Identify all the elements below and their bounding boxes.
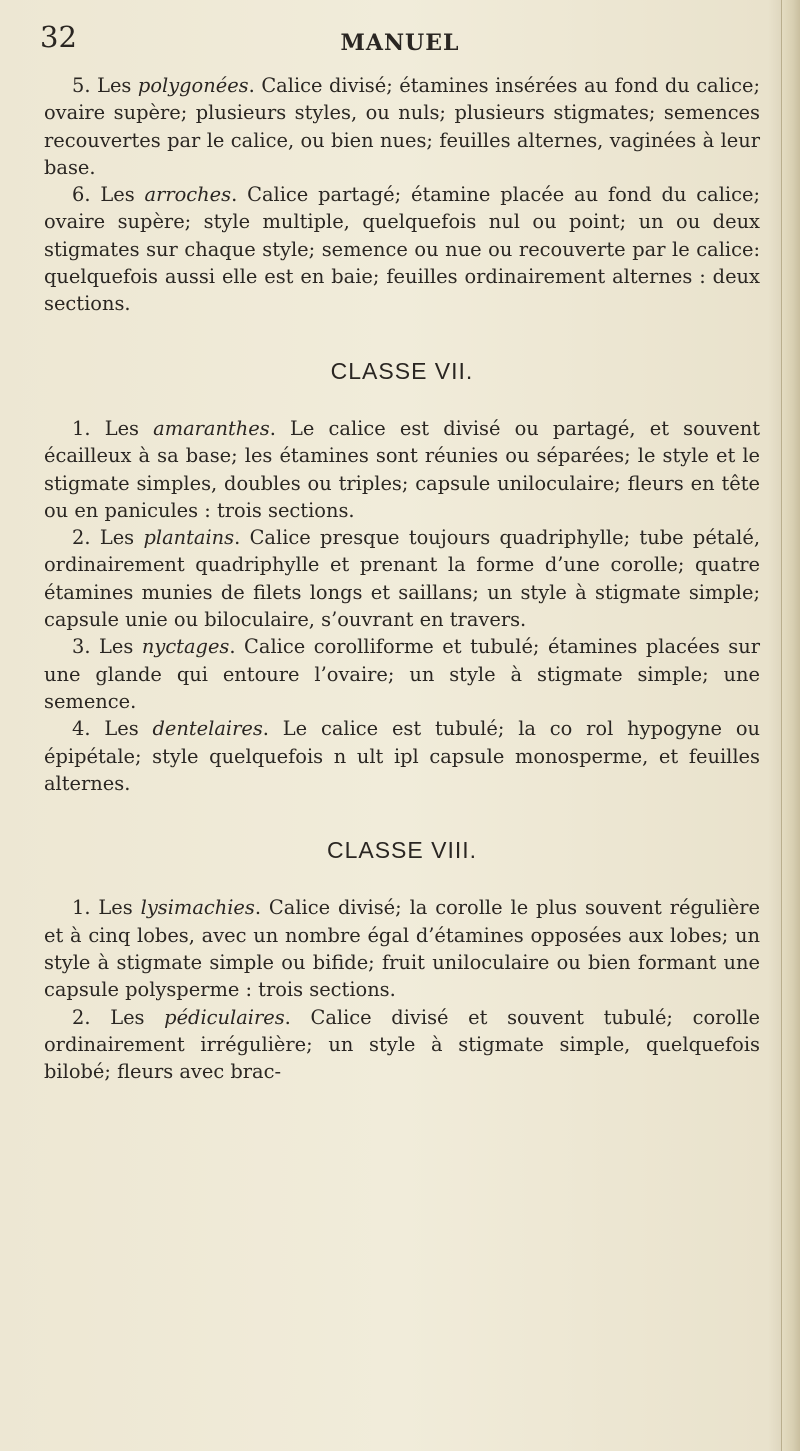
entry-nyctages — [44, 633, 760, 715]
family-name: amaranthes — [153, 416, 270, 440]
page-edge — [781, 0, 800, 1451]
entry-arroches — [44, 181, 760, 317]
entry-text: . Le calice est tubulé; la co rol hypogyne ou épipétale; style quelquefois n ult ipl capsule monosperme, et feuilles alternes. — [44, 717, 760, 795]
entry-prefix: Les — [99, 526, 144, 550]
entry-text: . Calice divisé; la corolle le plus souvent régulière et à cinq lobes, avec un nombre égal d’étamines opposées aux lobes; un style à stigmate simple ou bifide; fruit uniloculaire ou bien formant une capsule polysperme : trois sections. — [44, 896, 761, 1002]
running-title: MANUEL — [340, 30, 460, 56]
class-viii-heading: CLASSE VIII. — [326, 837, 478, 864]
entry-number: 1. — [72, 416, 91, 440]
entry-text: . Calice presque toujours quadriphylle; tube pétalé, ordinairement quadriphylle et prenant la forme d’une corolle; quatre étamines munies de filets longs et saillans; un style à stigmate simple; capsule unie ou biloculaire, s’ouvrant en travers. — [44, 526, 760, 632]
family-name: dentelaires — [152, 717, 263, 741]
entry-prefix: Les — [104, 416, 154, 440]
entry-polygonees — [44, 72, 760, 181]
page-header — [40, 20, 760, 60]
entry-amaranthes — [44, 415, 760, 524]
class-vii-heading: CLASSE VII. — [330, 357, 474, 384]
entry-prefix: Les — [97, 74, 138, 97]
family-name: pédiculaires — [164, 1005, 285, 1029]
entry-pediculaires — [44, 1004, 760, 1086]
entry-plantains — [44, 524, 760, 633]
entry-number: 2. — [72, 526, 91, 550]
family-name: nyctages — [141, 635, 230, 659]
entry-prefix: Les — [100, 183, 145, 207]
entry-text: . Calice divisé et souvent tubulé; corolle ordinairement irrégulière; un style à stigmate simple, quelquefois bilobé; fleurs avec brac- — [44, 1005, 760, 1084]
entry-text: . Calice partagé; étamine placée au fond du calice; ovaire supère; style multiple, quelquefois nul ou point; un ou deux stigmates sur chaque style; semence ou nue ou recouverte par le calice: quelquefois aussi elle est en baie; feuilles ordinairement alternes : deux sections. — [44, 183, 760, 316]
entry-lysimachies — [44, 894, 760, 1003]
entry-text: . Le calice est divisé ou partagé, et souvent écailleux à sa base; les étamines sont réunies ou séparées; le style et le stigmate simples, doubles ou triples; capsule uniloculaire; fleurs en tête ou en panicules : trois sections. — [44, 416, 760, 522]
family-name: lysimachies — [140, 896, 255, 920]
family-name: arroches — [144, 183, 232, 207]
page-number: 32 — [40, 20, 77, 54]
family-name: polygonées — [137, 74, 249, 97]
entry-number: 5. — [72, 74, 91, 97]
entry-number: 3. — [72, 635, 91, 659]
entry-text: . Calice corolliforme et tubulé; étamines placées sur une glande qui entoure l’ovaire; un style à stigmate simple; une semence. — [44, 635, 760, 713]
page-body — [44, 72, 760, 1086]
entry-text: . Calice divisé; étamines insérées au fond du calice; ovaire supère; plusieurs styles, ou nuls; plusieurs stigmates; semences recouvertes par le calice, ou bien nues; feuilles alternes, vaginées à leur base. — [44, 74, 760, 179]
entry-prefix: Les — [104, 717, 153, 741]
entry-prefix: Les — [99, 635, 142, 659]
entry-number: 6. — [72, 183, 91, 207]
entry-prefix: Les — [98, 896, 141, 920]
entry-number: 1. — [72, 896, 91, 920]
entry-dentelaires — [44, 715, 760, 797]
family-name: plantains — [143, 526, 235, 550]
entry-number: 2. — [72, 1005, 91, 1029]
entry-number: 4. — [72, 717, 91, 741]
entry-prefix: Les — [110, 1005, 165, 1029]
